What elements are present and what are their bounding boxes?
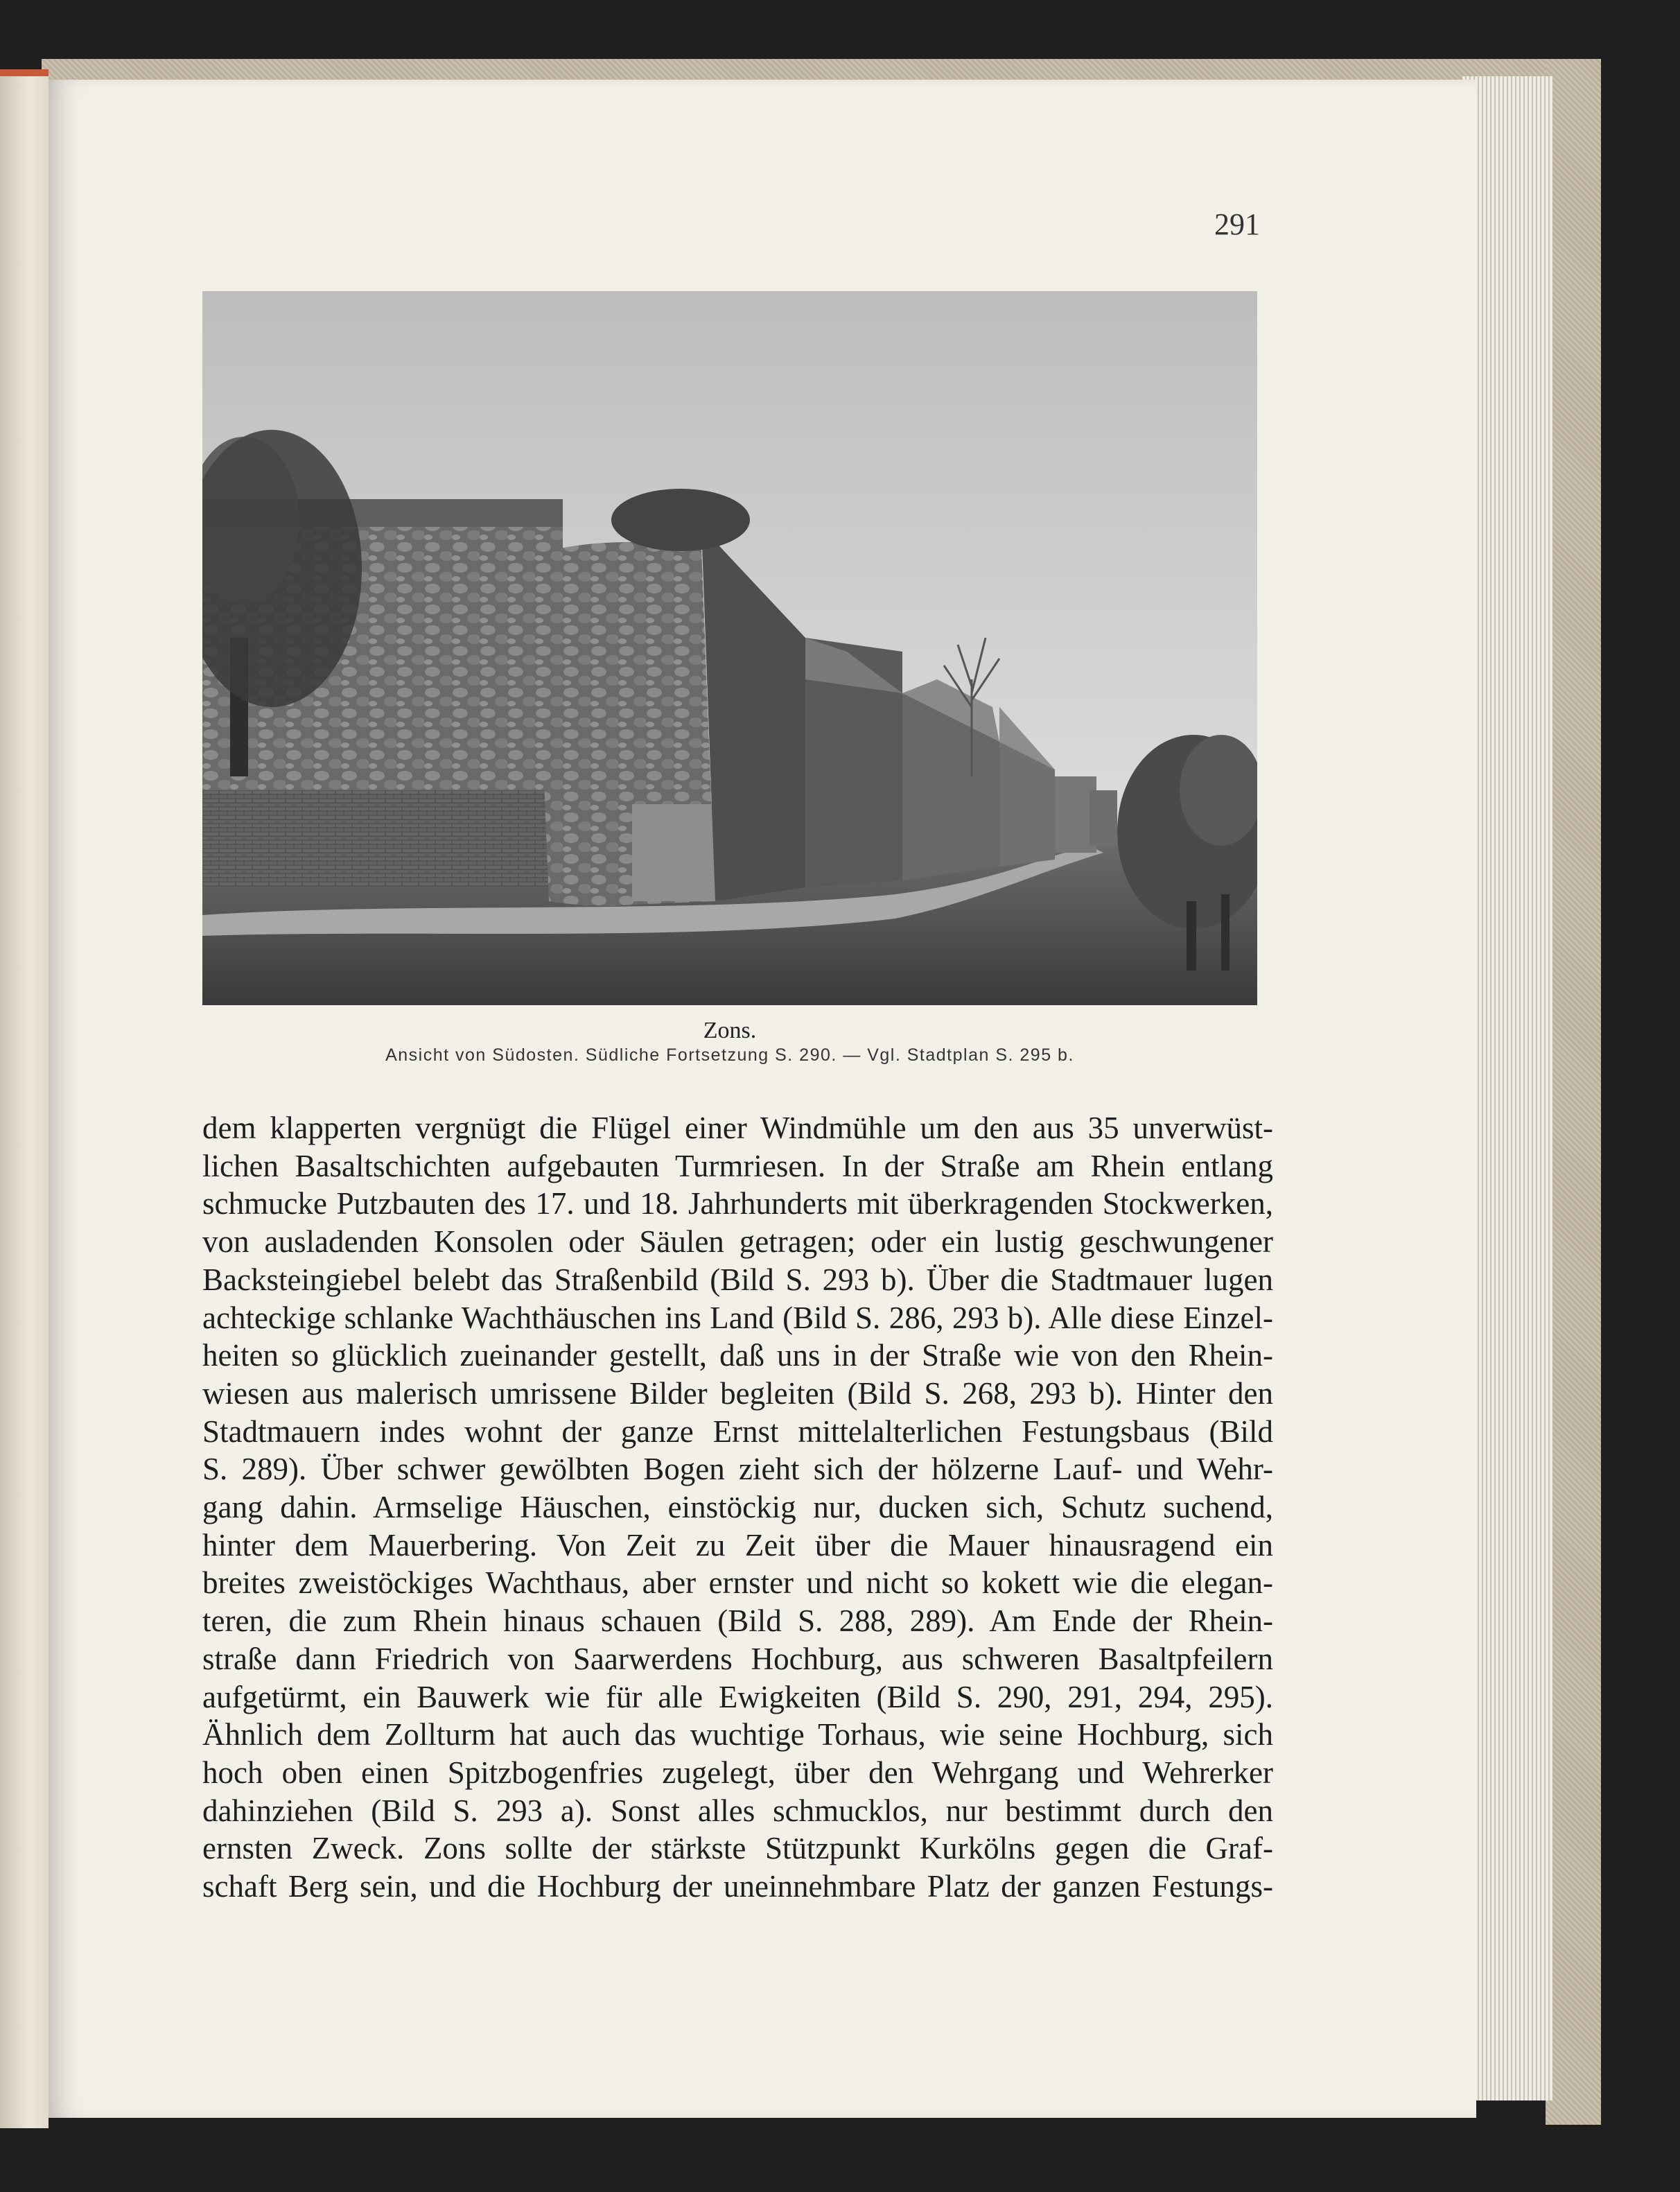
text-line: dem klapperten vergnügt die Flügel einer Windmühle um den aus 35 unverwüst- bbox=[202, 1111, 1273, 1145]
text-line: ernsten Zweck. Zons sollte der stärkste Stützpunkt Kurkölns gegen die Graf- bbox=[202, 1831, 1273, 1866]
text-line: teren, die zum Rhein hinaus schauen (Bild S. 288, 289). Am Ende der Rhein- bbox=[202, 1603, 1273, 1639]
book-cover-right bbox=[1546, 59, 1601, 2125]
text-line: gang dahin. Armselige Häuschen, einstöckig nur, ducken sich, Schutz suchend, bbox=[202, 1490, 1273, 1525]
text-line: aufgetürmt, ein Bauwerk wie für alle Ewigkeiten (Bild S. 290, 291, 294, 295). bbox=[202, 1679, 1273, 1714]
text-line: schaft Berg sein, und die Hochburg der uneinnehmbare Platz der ganzen Festungs- bbox=[202, 1869, 1273, 1904]
page-number: 291 bbox=[1214, 207, 1260, 241]
text-line: Backsteingiebel belebt das Straßenbild (Bild S. 293 b). Über die Stadtmauer lugen bbox=[202, 1262, 1273, 1297]
text-line: achteckige schlanke Wachthäuschen ins Land (Bild S. 286, 293 b). Alle diese Einzel- bbox=[202, 1300, 1273, 1335]
photo-zons-city-wall-icon bbox=[202, 291, 1257, 1005]
text-line: hinter dem Mauerbering. Von Zeit zu Zeit über die Mauer hinausragend ein bbox=[202, 1527, 1273, 1563]
text-line: hoch oben einen Spitzbogenfries zugelegt, über den Wehrgang und Wehrerker bbox=[202, 1755, 1273, 1790]
text-line: straße dann Friedrich von Saarwerdens Hochburg, aus schweren Basaltpfeilern bbox=[202, 1641, 1273, 1676]
text-line: schmucke Putzbauten des 17. und 18. Jahrhunderts mit überkragenden Stockwerken, bbox=[202, 1186, 1273, 1221]
caption-title: Zons. bbox=[703, 1018, 757, 1043]
text-line: S. 289). Über schwer gewölbten Bogen zieht sich der hölzerne Lauf- und Wehr- bbox=[202, 1452, 1273, 1487]
text-line: Stadtmauern indes wohnt der ganze Ernst mittelalterlichen Festungsbaus (Bild bbox=[202, 1414, 1273, 1449]
text-line: dahinziehen (Bild S. 293 a). Sonst alles schmucklos, nur bestimmt durch den bbox=[202, 1793, 1273, 1828]
text-line: heiten so glücklich zueinander gestellt, daß uns in der Straße wie von den Rhein- bbox=[202, 1338, 1273, 1373]
text-line: lichen Basaltschichten aufgebauten Turmriesen. In der Straße am Rhein entlang bbox=[202, 1148, 1273, 1183]
body-text bbox=[202, 1109, 1273, 1906]
text-line: Ähnlich dem Zollturm hat auch das wuchtige Torhaus, wie seine Hochburg, sich bbox=[202, 1717, 1273, 1752]
text-line: breites zweistöckiges Wachthaus, aber ernster und nicht so kokett wie die elegan- bbox=[202, 1565, 1273, 1601]
text-line: wiesen aus malerisch umrissene Bilder begleiten (Bild S. 268, 293 b). Hinter den bbox=[202, 1375, 1273, 1411]
left-page-edge bbox=[0, 69, 49, 2128]
caption-subtitle: Ansicht von Südosten. Südliche Fortsetzung S. 290. — Vgl. Stadtplan S. 295 b. bbox=[385, 1045, 1074, 1065]
photo-zons bbox=[202, 291, 1257, 1005]
text-line: von ausladenden Konsolen oder Säulen getragen; oder ein lustig geschwungener bbox=[202, 1224, 1273, 1260]
